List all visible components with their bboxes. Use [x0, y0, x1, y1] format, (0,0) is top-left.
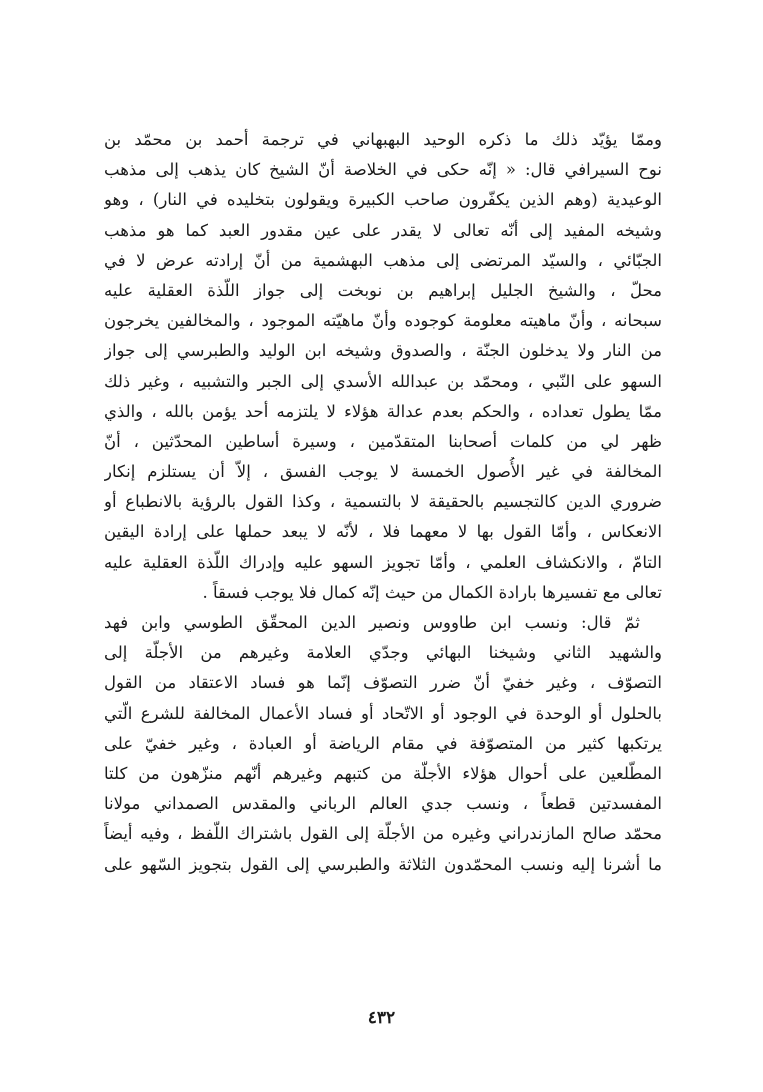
text-line: المطّلعين على أحوال هؤلاء الأجلّة من كتبهم وغيرهم أنّهم منزّهون من كلتا — [104, 763, 662, 783]
text-line: ممّا يطول تعداده ، والحكم بعدم عدالة هؤلاء لا يلتزمه أحد يؤمن بالله ، والذي — [104, 401, 662, 421]
text-line: والشهيد الثاني وشيخنا البهائي وجدّي العلامة وغيرهم من الأجلّة إلى — [104, 643, 662, 663]
text-line: ضروري الدين كالتجسيم بالحقيقة لا بالتسمية ، وكذا القول بالرؤية بالانطباع أو — [104, 492, 662, 512]
text-line: التامّ ، والانكشاف العلمي ، وأمّا تجويز السهو عليه وإدراك اللّذة العقلية عليه — [104, 552, 662, 572]
text-line: محلّ ، والشيخ الجليل إبراهيم بن نوبخت إلى جواز اللّذة العقلية عليه — [104, 280, 662, 300]
text-line: يرتكبها كثير من المتصوّفة في مقام الرياضة أو العبادة ، وغير خفيّ على — [104, 733, 662, 753]
text-line: وممّا يؤيّد ذلك ما ذكره الوحيد البهبهاني في ترجمة أحمد بن محمّد بن — [104, 130, 662, 149]
text-line: ظهر لي من كلمات أصحابنا المتقدّمين ، وسيرة أساطين المحدّثين ، أنّ — [104, 431, 662, 451]
text-line: السهو على النّبي ، ومحمّد بن عبدالله الأسدي إلى الجبر والتشبيه ، وغير ذلك — [104, 371, 662, 391]
text-line: المفسدتين قطعاً ، ونسب جدي العالم الرباني والمقدس الصمداني مولانا — [104, 794, 662, 814]
text-line: وشيخه المفيد إلى أنّه تعالى لا يقدر على عين مقدور العبد كما هو مذهب — [104, 220, 662, 240]
text-line: محمّد صالح المازندراني وغيره من الأجلّة إلى القول باشتراك اللّفظ ، وفيه أيضاً — [104, 824, 662, 844]
text-line: من النار ولا يدخلون الجنّة ، والصدوق وشيخه ابن الوليد والطبرسي إلى جواز — [104, 341, 662, 361]
text-line: بالحلول أو الوحدة في الوجود أو الاتّحاد أو فساد الأعمال المخالفة للشرع الّتي — [104, 703, 662, 723]
text-line: الجبّائي ، والسيّد المرتضى إلى مذهب البهشمية من أنّ إرادته عرض لا في — [104, 250, 662, 270]
text-line: سبحانه ، وأنّ ماهيته معلومة كوجوده وأنّ ماهيّته الموجود ، والمخالفين يخرجون — [104, 311, 662, 331]
text-line: الانعكاس ، وأمّا القول بها لا معهما فلا ، لأنّه لا يبعد حملها على إرادة اليقين — [104, 522, 662, 542]
text-line: تعالى مع تفسيرها بارادة الكمال من حيث إنّه كمال فلا يوجب فسقاً . — [202, 582, 662, 602]
text-line: التصوّف ، وغير خفيّ أنّ ضرر التصوّف إنّما هو فساد الاعتقاد من القول — [104, 673, 662, 693]
text-line: الوعيدية (وهم الذين يكفّرون صاحب الكبيرة ويقولون بتخليده في النار) ، وهو — [104, 190, 662, 210]
text-line: ثمّ قال: ونسب ابن طاووس ونصير الدين المحقّق الطوسي وابن فهد — [104, 613, 640, 632]
body-text — [104, 125, 662, 880]
page-number: ٤٣٢ — [367, 1008, 396, 1028]
text-line: المخالفة في غير الأُصول الخمسة لا يوجب الفسق ، إلاّ أن يستلزم إنكار — [104, 462, 662, 482]
text-line: نوح السيرافي قال: « إنّه حكى في الخلاصة أنّ الشيخ كان يذهب إلى مذهب — [104, 160, 662, 180]
text-line: ما أشرنا إليه ونسب المحمّدون الثلاثة والطبرسي إلى القول بتجويز السّهو على — [104, 854, 662, 874]
